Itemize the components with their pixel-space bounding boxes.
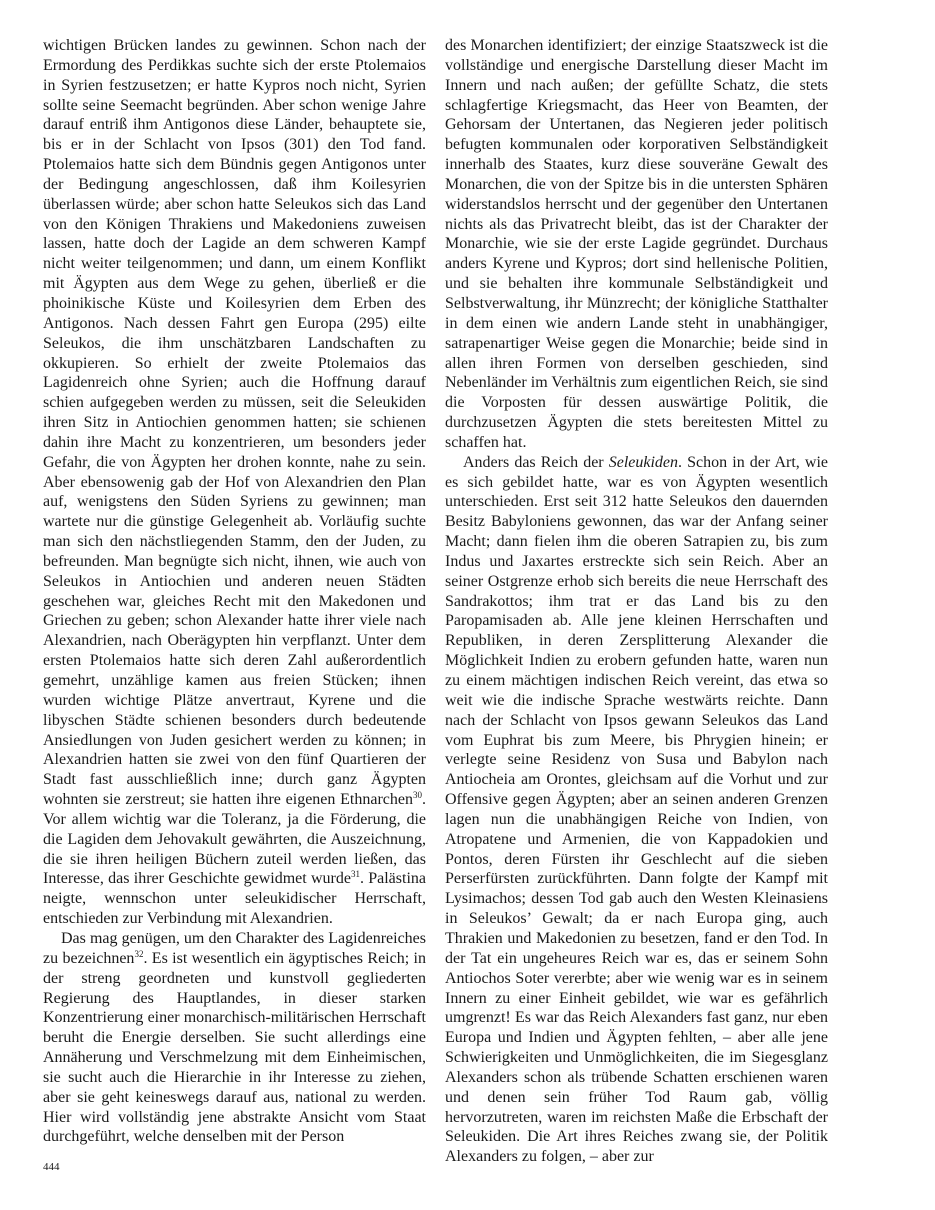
paragraph: des Monarchen identifiziert; der einzige Staatszweck ist die vollständige und energische Darstellung dieser Macht im Innern und nach außen; der gefüllte Schatz, die stets schlagfertige Kriegsmacht, das Heer von Beamten, der Gehorsam der Untertanen, das Negieren jeder politisch befugten kommunalen oder korporativen Selbständigkeit innerhalb des Staates, kurz diese souveräne Gewalt des Monarchen, die von der Spitze bis in die untersten Sphären widerstandslos herrscht und der gegenüber den Untertanen nichts als das Privatrecht bleibt, das ist der Charakter der Monarchie, wie sie der erste Lagide gegründet. Durchaus anders Kyrene und Kypros; dort sind hellenische Politien, und sie behalten ihre kommunale Selbständigkeit und Selbstverwaltung, ihr Münzrecht; der königliche Statthalter in dem einen wie andern Lande steht in unabhängiger, satrapenartiger Weise gegen die Monarchie; beide sind in allen ihren Formen von derselben geschieden, sind Nebenländer im Verhältnis zum eigentlichen Reich, sie sind die Vorposten für dessen auswärtige Politik, die durchzusetzen Ägypten die stets bereitesten Mittel zu schaffen hat. [445,37,828,451]
paragraph [43,36,426,929]
paragraph [43,929,426,1147]
footnote-ref[interactable]: 30 [413,790,422,801]
paragraph-text: . Es ist wesentlich ein ägyptisches Reich; in der streng geordneten und kunstvoll gegliederten Regierung des Hauptlandes, in dieser starken Konzentrierung einer monarchisch-militärischen Herrschaft beruht die Energie derselben. Sie sucht allerdings eine Annäherung und Verschmelzung mit dem Einheimischen, sie sucht auch die Hierarchie in ihr Interesse zu ziehen, aber sie geht keineswegs darauf aus, national zu werden. Hier wird vollständig jene abstrakte Ansicht vom Staat durchgeführt, welche denselben mit der Person [43,949,426,1146]
paragraph-text: . Palästina neigte, wennschon unter seleukidischer Herrschaft, entschieden zur Verbindung mit Alexandrien. [43,870,426,928]
paragraph-text: Anders das Reich der [463,453,609,471]
paragraph-text: wichtigen Brücken landes zu gewinnen. Schon nach der Ermordung des Perdikkas suchte sich der erste Ptolemaios in Syrien festzusetzen; er hatte Kypros noch nicht, Syrien sollte seine Seemacht begründen. Aber schon wenige Jahre darauf entriß ihm Antigonos diese Länder, behauptete sie, bis er in der Schlacht von Ipsos (301) den Tod fand. Ptolemaios hatte sich dem Bündnis gegen Antigonos unter der Bedingung angeschlossen, daß ihm Koilesyrien überlassen würde; aber schon hatte Seleukos sich das Land von den Königen Thrakiens und Makedoniens zuweisen lassen, hatte doch der Lagide an dem schweren Kampf nicht weiter teilgenommen; und dann, um einem Konflikt mit Ägypten aus dem Wege zu gehen, überließ er die phoinikische Küste und Koilesyrien dem Erben des Antigonos. Nach dessen Fahrt gen Europa (295) eilte Seleukos, die ihm unschätzbaren Landschaften zu okkupieren. So erhielt der zweite Ptolemaios das Lagidenreich ohne Syrien; auch die Hoffnung darauf schien aufgegeben werden zu müssen, seit die Seleukiden ihren Sitz in Antiochien genommen hatten; sie schienen dahin ihre Macht zu konzentrieren, um besonders jeder Gefahr, die von Ägypten her drohen konnte, nahe zu sein. Aber ebensowenig gab der Hof von Alexandrien den Plan auf, wenigstens den Süden Syriens zu gewinnen; man wartete nur die günstige Gelegenheit ab. Vorläufig suchte man sich den nächstliegenden Stamm, den der Juden, zu befreunden. Man begnügte sich nicht, ihnen, wie auch von Seleukos in Antiochien und anderen neuen Städten geschehen war, gleiches Recht mit den Makedonen und Griechen zu geben; schon Alexander hatte ihrer viele nach Alexandrien, nach Oberägypten hin verpflanzt. Unter dem ersten Ptolemaios hatte sich deren Zahl außerordentlich gemehrt, unzählige kamen aus freien Stücken; ihnen wurden wichtige Plätze anvertraut, Kyrene und die libyschen Städte schienen besonders durch bedeutende Ansiedlungen von Juden gesichert werden zu können; in Alexandrien hatten sie zwei von den fünf Quartieren der Stadt fast ausschließlich inne; durch ganz Ägypten wohnten sie zerstreut; sie hatten ihre eigenen Ethnarchen [43,37,426,809]
footnote-ref[interactable]: 31 [350,869,360,880]
left-column [43,36,426,1147]
page-number: 444 [43,1161,60,1173]
footnote-ref[interactable]: 32 [134,948,144,959]
emphasis-text: Seleukiden [608,453,679,471]
right-column [445,36,828,1167]
paragraph-text: . Schon in der Art, wie es sich gebildet hatte, war es von Ägypten wesentlich unterschieden. Erst seit 312 hatte Seleukos den dauernden Besitz Babyloniens gewonnen, das war der Anfang seiner Macht; dann fielen ihm die oberen Satrapien zu, bis zum Indus und Jaxartes erstreckte sich sein Reich. Aber an seiner Ostgrenze erhob sich bereits die neue Herrschaft des Sandrakottos; ihm trat er das Land bis zu den Paropamisaden ab. Alle jene kleinen Herrschaften und Republiken, in deren Zersplitterung Alexander die Möglichkeit Indien zu erobern gefunden hatte, waren nun zu einem mächtigen indischen Reich vereint, das etwa so weit wie die indische Sprache westwärts reichte. Dann nach der Schlacht von Ipsos gewann Seleukos das Land vom Euphrat bis zum Meere, bis Phrygien hinein; er verlegte seine Residenz von Susa und Babylon nach Antiocheia am Orontes, gleichsam auf die Vorhut und zur Offensive gegen Ägypten; aber an seinen anderen Grenzen lagen nun die unabhängigen Reiche von Indien, von Atropatene und Armenien, die von Kappadokien und Pontos, deren Fürsten ihr Geschlecht auf die sieben Perserfürsten zurückführten. Dann folgte der Kampf mit Lysimachos; dessen Tod gab auch den Westen Kleinasiens in Seleukos’ Gewalt; da er nach Europa ging, auch Thrakien und Makedonien zu besetzen, fand er den Tod. In der Tat ein ungeheures Reich war es, das er seinem Sohn Antiochos Soter vererbte; aber wie wenig war es in seinem Innern zu einer Einheit gebildet, wie war es gefährlich umgrenzt! Es war das Reich Alexanders fast ganz, nur eben Europa und Indien und Ägypten fehlten, – aber alle jene Schwierigkeiten und Unmöglichkeiten, die im Siegesglanz Alexanders schon als trübende Schatten erschienen waren und denen sein früher Tod Raum gab, völlig hervorzutreten, waren im reichsten Maße die Erbschaft der Seleukiden. Die Art ihres Reiches zwang sie, der Politik Alexanders zu folgen, – aber zur [445,453,828,1166]
paragraph-text: . Vor allem wichtig war die Toleranz, ja die Förderung, die die Lagiden dem Jehovakult gewährten, die Auszeichnung, die sie ihren heiligen Büchern zuteil werden ließen, das Interesse, das ihrer Geschichte gewidmet wurde [43,791,426,888]
paragraph-text: Das mag genügen, um den Charakter des Lagidenreiches zu bezeichnen [43,929,426,967]
paragraph [445,453,828,1167]
